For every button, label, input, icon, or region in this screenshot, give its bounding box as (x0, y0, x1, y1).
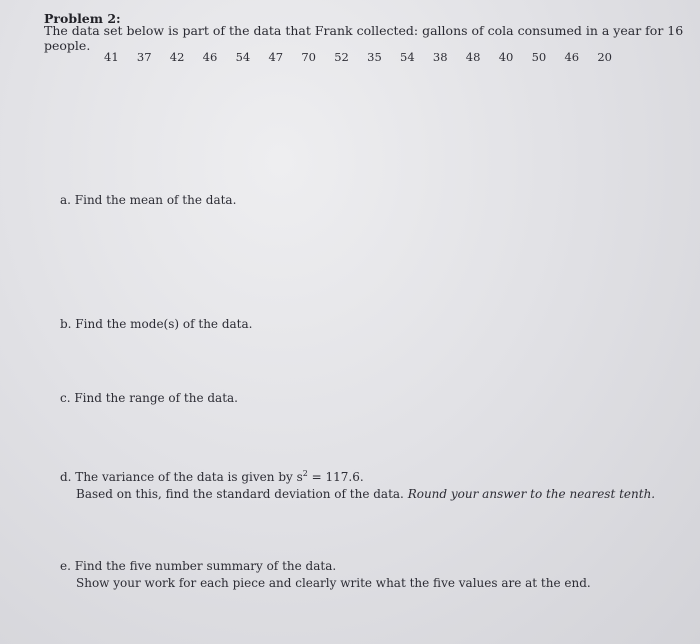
data-value: 47 (268, 50, 284, 64)
data-value: 46 (564, 50, 580, 64)
data-values-row (104, 50, 612, 64)
question-d-line1: d. The variance of the data is given by $s^2 = 117.6$. (60, 469, 364, 484)
question-d-line2: Based on this, find the standard deviation of the data. Round your answer to the nearest tenth. (76, 487, 656, 501)
question-a: a. Find the mean of the data. (60, 193, 237, 207)
data-value: 48 (465, 50, 481, 64)
data-value: 42 (169, 50, 185, 64)
data-value: 46 (202, 50, 218, 64)
data-value: 50 (531, 50, 547, 64)
question-d (60, 465, 655, 503)
data-value: 54 (235, 50, 251, 64)
problem-title: Problem 2: (44, 11, 121, 26)
data-value: 20 (597, 50, 612, 64)
data-value: 35 (367, 50, 382, 64)
problem-intro: The data set below is part of the data that Frank collected: gallons of cola consumed in a year for 16 people. (44, 23, 684, 53)
data-value: 41 (104, 50, 119, 64)
data-value: 54 (400, 50, 415, 64)
data-value: 70 (301, 50, 316, 64)
data-value: 38 (432, 50, 448, 64)
data-value: 40 (498, 50, 514, 64)
question-e-line2: Show your work for each piece and clearly write what the five values are at the end. (76, 576, 591, 590)
question-c: c. Find the range of the data. (60, 391, 238, 405)
rounding-instruction: Round your answer to the nearest tenth. (407, 487, 656, 501)
data-value: 37 (136, 50, 152, 64)
question-b: b. Find the mode(s) of the data. (60, 317, 253, 331)
question-e (60, 558, 591, 592)
data-value: 52 (334, 50, 349, 64)
question-e-line1: e. Find the five number summary of the data. (60, 559, 337, 573)
